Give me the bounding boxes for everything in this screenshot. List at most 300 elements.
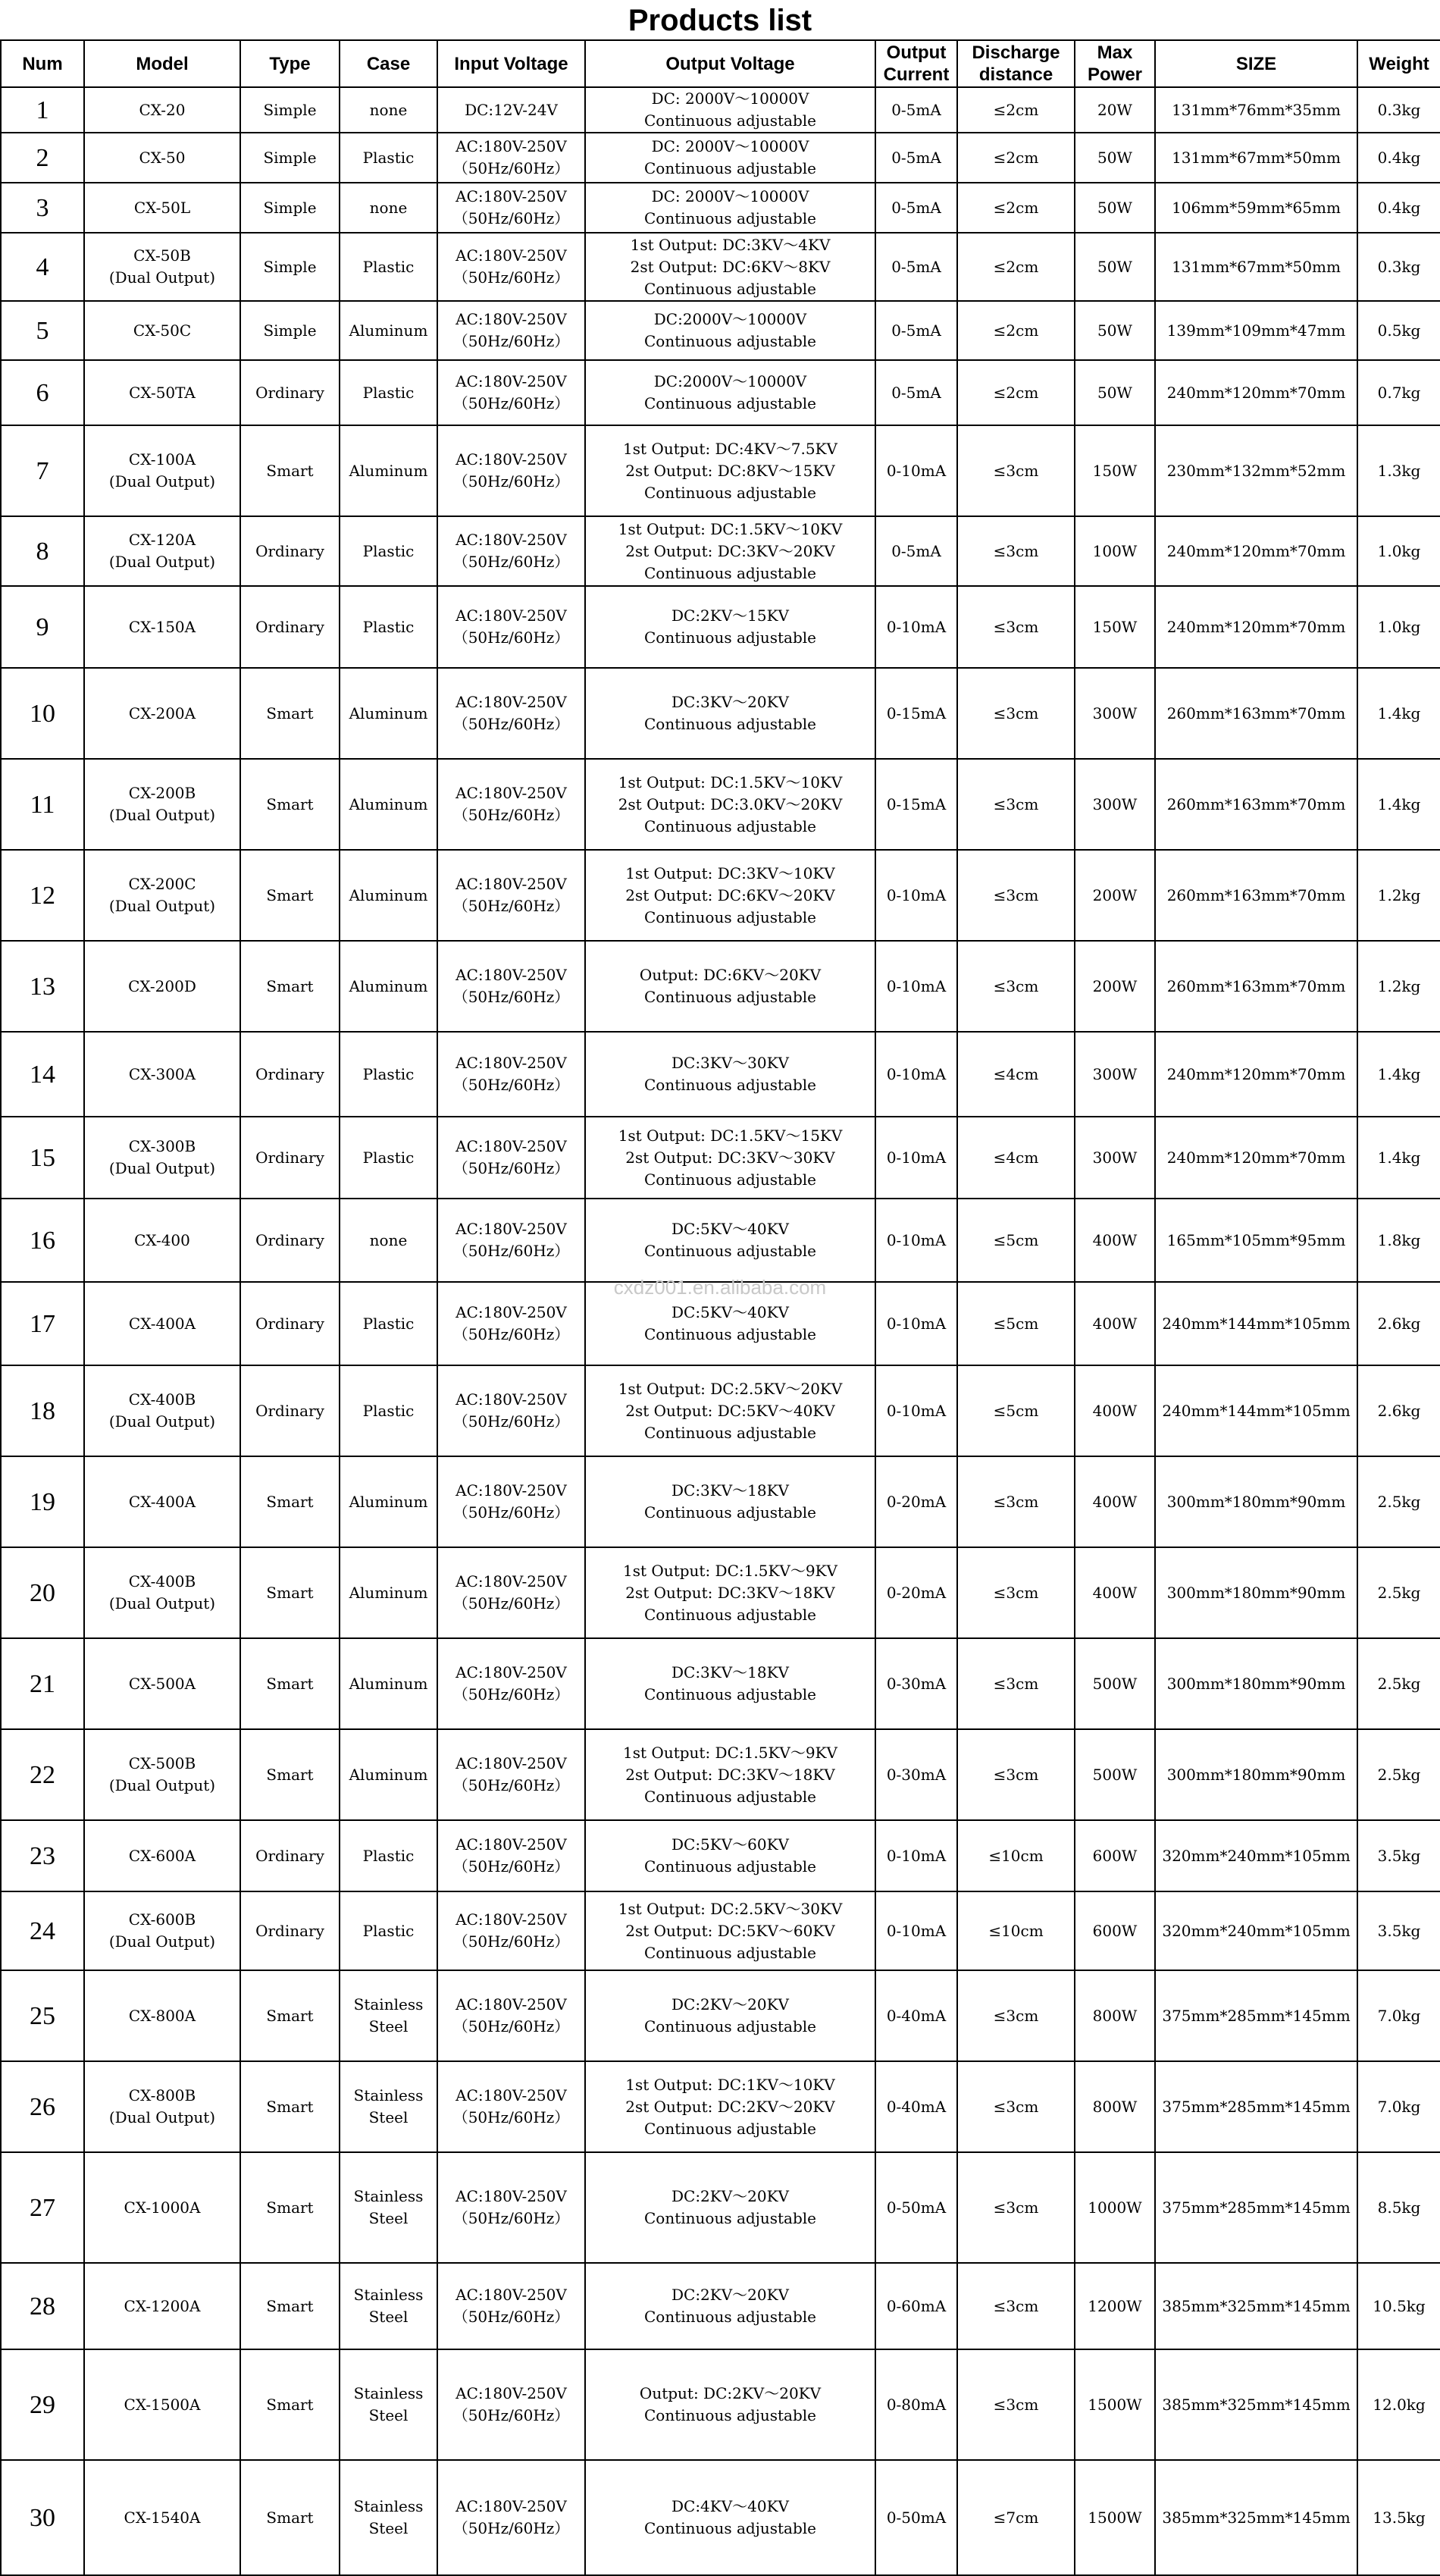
type-cell: Simple [240, 301, 340, 360]
table-row [1, 1032, 1440, 1117]
table-row [1, 2061, 1440, 2152]
num-cell: 18 [1, 1365, 84, 1456]
model-cell: CX-200B (Dual Output) [84, 759, 240, 850]
size-cell: 240mm*120mm*70mm [1155, 360, 1357, 425]
case-cell: none [340, 1199, 437, 1282]
weight-cell: 1.4kg [1357, 1032, 1440, 1117]
output-voltage-cell: 1st Output: DC:1KV～10KV 2st Output: DC:2KV～20KV Continuous adjustable [585, 2061, 875, 2152]
discharge-cell: ≤2cm [957, 301, 1075, 360]
discharge-cell: ≤3cm [957, 1547, 1075, 1638]
type-cell: Simple [240, 133, 340, 183]
output-current-cell: 0-5mA [875, 233, 957, 301]
table-row [1, 2152, 1440, 2263]
weight-cell: 1.4kg [1357, 1117, 1440, 1199]
output-current-cell: 0-10mA [875, 1117, 957, 1199]
case-cell: Aluminum [340, 425, 437, 516]
discharge-cell: ≤10cm [957, 1891, 1075, 1970]
max-power-cell: 600W [1075, 1891, 1155, 1970]
weight-cell: 12.0kg [1357, 2349, 1440, 2460]
output-voltage-cell: 1st Output: DC:1.5KV～9KV 2st Output: DC:3KV～18KV Continuous adjustable [585, 1547, 875, 1638]
output-current-cell: 0-30mA [875, 1638, 957, 1729]
table-row [1, 1891, 1440, 1970]
size-cell: 139mm*109mm*47mm [1155, 301, 1357, 360]
weight-cell: 0.5kg [1357, 301, 1440, 360]
discharge-cell: ≤3cm [957, 1729, 1075, 1820]
num-cell: 23 [1, 1820, 84, 1891]
case-cell: Stainless Steel [340, 2152, 437, 2263]
type-cell: Smart [240, 2349, 340, 2460]
output-current-cell: 0-10mA [875, 1199, 957, 1282]
input-voltage-cell: DC:12V-24V [437, 87, 585, 133]
case-cell: Aluminum [340, 1729, 437, 1820]
max-power-cell: 400W [1075, 1547, 1155, 1638]
max-power-cell: 400W [1075, 1365, 1155, 1456]
model-cell: CX-200C (Dual Output) [84, 850, 240, 941]
weight-cell: 0.4kg [1357, 133, 1440, 183]
weight-cell: 2.5kg [1357, 1456, 1440, 1547]
table-row [1, 668, 1440, 759]
input-voltage-cell: AC:180V-250V （50Hz/60Hz） [437, 1970, 585, 2061]
table-row [1, 2460, 1440, 2575]
discharge-cell: ≤5cm [957, 1365, 1075, 1456]
table-row [1, 1729, 1440, 1820]
header-row [1, 40, 1440, 87]
weight-cell: 1.4kg [1357, 668, 1440, 759]
max-power-cell: 200W [1075, 941, 1155, 1032]
case-cell: Plastic [340, 516, 437, 586]
size-cell: 375mm*285mm*145mm [1155, 1970, 1357, 2061]
discharge-cell: ≤3cm [957, 425, 1075, 516]
num-cell: 12 [1, 850, 84, 941]
output-voltage-cell: 1st Output: DC:1.5KV～9KV 2st Output: DC:3KV～18KV Continuous adjustable [585, 1729, 875, 1820]
page-title: Products list [628, 4, 812, 37]
output-voltage-cell: DC:2KV～20KV Continuous adjustable [585, 2152, 875, 2263]
table-row [1, 1282, 1440, 1365]
table-row [1, 425, 1440, 516]
size-cell: 131mm*67mm*50mm [1155, 133, 1357, 183]
output-current-cell: 0-30mA [875, 1729, 957, 1820]
discharge-cell: ≤3cm [957, 759, 1075, 850]
table-row [1, 1117, 1440, 1199]
num-cell: 9 [1, 586, 84, 668]
output-current-cell: 0-10mA [875, 425, 957, 516]
discharge-cell: ≤7cm [957, 2460, 1075, 2575]
input-voltage-cell: AC:180V-250V （50Hz/60Hz） [437, 2349, 585, 2460]
model-cell: CX-400 [84, 1199, 240, 1282]
case-cell: Plastic [340, 1891, 437, 1970]
output-current-cell: 0-10mA [875, 1820, 957, 1891]
num-cell: 1 [1, 87, 84, 133]
column-header-max-power: Max Power [1075, 40, 1155, 87]
output-voltage-cell: DC:2KV～15KV Continuous adjustable [585, 586, 875, 668]
table-row [1, 2349, 1440, 2460]
type-cell: Smart [240, 425, 340, 516]
model-cell: CX-50B (Dual Output) [84, 233, 240, 301]
input-voltage-cell: AC:180V-250V （50Hz/60Hz） [437, 1117, 585, 1199]
table-row [1, 1365, 1440, 1456]
output-current-cell: 0-5mA [875, 87, 957, 133]
output-current-cell: 0-10mA [875, 850, 957, 941]
discharge-cell: ≤3cm [957, 668, 1075, 759]
case-cell: Aluminum [340, 1456, 437, 1547]
input-voltage-cell: AC:180V-250V （50Hz/60Hz） [437, 850, 585, 941]
num-cell: 24 [1, 1891, 84, 1970]
input-voltage-cell: AC:180V-250V （50Hz/60Hz） [437, 1547, 585, 1638]
output-current-cell: 0-10mA [875, 1032, 957, 1117]
output-voltage-cell: DC:2000V～10000V Continuous adjustable [585, 360, 875, 425]
case-cell: none [340, 183, 437, 233]
case-cell: Plastic [340, 1282, 437, 1365]
input-voltage-cell: AC:180V-250V （50Hz/60Hz） [437, 1820, 585, 1891]
column-header-num: Num [1, 40, 84, 87]
output-voltage-cell: DC:3KV～20KV Continuous adjustable [585, 668, 875, 759]
input-voltage-cell: AC:180V-250V （50Hz/60Hz） [437, 1729, 585, 1820]
num-cell: 27 [1, 2152, 84, 2263]
case-cell: Plastic [340, 133, 437, 183]
type-cell: Smart [240, 1970, 340, 2061]
max-power-cell: 400W [1075, 1456, 1155, 1547]
type-cell: Ordinary [240, 1032, 340, 1117]
model-cell: CX-1000A [84, 2152, 240, 2263]
model-cell: CX-1540A [84, 2460, 240, 2575]
discharge-cell: ≤3cm [957, 516, 1075, 586]
weight-cell: 10.5kg [1357, 2263, 1440, 2349]
output-voltage-cell: DC:5KV～40KV Continuous adjustable [585, 1199, 875, 1282]
input-voltage-cell: AC:180V-250V （50Hz/60Hz） [437, 941, 585, 1032]
max-power-cell: 50W [1075, 133, 1155, 183]
discharge-cell: ≤3cm [957, 586, 1075, 668]
type-cell: Smart [240, 941, 340, 1032]
column-header-case: Case [340, 40, 437, 87]
discharge-cell: ≤3cm [957, 2061, 1075, 2152]
column-header-output-current: Output Current [875, 40, 957, 87]
type-cell: Ordinary [240, 1282, 340, 1365]
size-cell: 240mm*120mm*70mm [1155, 1117, 1357, 1199]
num-cell: 6 [1, 360, 84, 425]
model-cell: CX-300A [84, 1032, 240, 1117]
weight-cell: 7.0kg [1357, 1970, 1440, 2061]
discharge-cell: ≤3cm [957, 2349, 1075, 2460]
input-voltage-cell: AC:180V-250V （50Hz/60Hz） [437, 301, 585, 360]
input-voltage-cell: AC:180V-250V （50Hz/60Hz） [437, 1456, 585, 1547]
output-current-cell: 0-50mA [875, 2152, 957, 2263]
case-cell: Plastic [340, 586, 437, 668]
size-cell: 375mm*285mm*145mm [1155, 2061, 1357, 2152]
column-header-size: SIZE [1155, 40, 1357, 87]
model-cell: CX-20 [84, 87, 240, 133]
input-voltage-cell: AC:180V-250V （50Hz/60Hz） [437, 1199, 585, 1282]
output-voltage-cell: DC: 2000V～10000V Continuous adjustable [585, 133, 875, 183]
model-cell: CX-50L [84, 183, 240, 233]
output-voltage-cell: 1st Output: DC:2.5KV～20KV 2st Output: DC:5KV～40KV Continuous adjustable [585, 1365, 875, 1456]
table-row [1, 301, 1440, 360]
max-power-cell: 150W [1075, 586, 1155, 668]
output-voltage-cell: DC:5KV～60KV Continuous adjustable [585, 1820, 875, 1891]
size-cell: 260mm*163mm*70mm [1155, 850, 1357, 941]
num-cell: 3 [1, 183, 84, 233]
column-header-input-voltage: Input Voltage [437, 40, 585, 87]
max-power-cell: 400W [1075, 1199, 1155, 1282]
model-cell: CX-150A [84, 586, 240, 668]
size-cell: 131mm*67mm*50mm [1155, 233, 1357, 301]
size-cell: 240mm*120mm*70mm [1155, 516, 1357, 586]
output-voltage-cell: DC: 2000V～10000V Continuous adjustable [585, 183, 875, 233]
num-cell: 16 [1, 1199, 84, 1282]
type-cell: Smart [240, 1729, 340, 1820]
num-cell: 25 [1, 1970, 84, 2061]
table-row [1, 941, 1440, 1032]
output-current-cell: 0-10mA [875, 1282, 957, 1365]
case-cell: Plastic [340, 360, 437, 425]
input-voltage-cell: AC:180V-250V （50Hz/60Hz） [437, 233, 585, 301]
output-current-cell: 0-10mA [875, 1891, 957, 1970]
table-row [1, 233, 1440, 301]
model-cell: CX-600A [84, 1820, 240, 1891]
size-cell: 106mm*59mm*65mm [1155, 183, 1357, 233]
max-power-cell: 600W [1075, 1820, 1155, 1891]
output-voltage-cell: DC:5KV～40KV Continuous adjustable [585, 1282, 875, 1365]
input-voltage-cell: AC:180V-250V （50Hz/60Hz） [437, 2460, 585, 2575]
case-cell: Plastic [340, 1820, 437, 1891]
type-cell: Ordinary [240, 360, 340, 425]
num-cell: 29 [1, 2349, 84, 2460]
discharge-cell: ≤3cm [957, 1638, 1075, 1729]
column-header-weight: Weight [1357, 40, 1440, 87]
type-cell: Smart [240, 2263, 340, 2349]
model-cell: CX-500A [84, 1638, 240, 1729]
case-cell: Stainless Steel [340, 2460, 437, 2575]
discharge-cell: ≤3cm [957, 941, 1075, 1032]
output-current-cell: 0-20mA [875, 1547, 957, 1638]
model-cell: CX-100A (Dual Output) [84, 425, 240, 516]
weight-cell: 0.3kg [1357, 87, 1440, 133]
output-current-cell: 0-50mA [875, 2460, 957, 2575]
column-header-model: Model [84, 40, 240, 87]
case-cell: Aluminum [340, 301, 437, 360]
column-header-discharge-distance: Discharge distance [957, 40, 1075, 87]
size-cell: 300mm*180mm*90mm [1155, 1729, 1357, 1820]
size-cell: 375mm*285mm*145mm [1155, 2152, 1357, 2263]
num-cell: 30 [1, 2460, 84, 2575]
type-cell: Smart [240, 759, 340, 850]
column-header-type: Type [240, 40, 340, 87]
input-voltage-cell: AC:180V-250V （50Hz/60Hz） [437, 1282, 585, 1365]
type-cell: Ordinary [240, 586, 340, 668]
input-voltage-cell: AC:180V-250V （50Hz/60Hz） [437, 2263, 585, 2349]
case-cell: Plastic [340, 233, 437, 301]
type-cell: Smart [240, 2061, 340, 2152]
discharge-cell: ≤5cm [957, 1282, 1075, 1365]
output-current-cell: 0-40mA [875, 1970, 957, 2061]
output-voltage-cell: 1st Output: DC:4KV～7.5KV 2st Output: DC:8KV～15KV Continuous adjustable [585, 425, 875, 516]
type-cell: Ordinary [240, 1117, 340, 1199]
num-cell: 4 [1, 233, 84, 301]
case-cell: Aluminum [340, 941, 437, 1032]
output-current-cell: 0-10mA [875, 941, 957, 1032]
column-header-output-voltage: Output Voltage [585, 40, 875, 87]
num-cell: 5 [1, 301, 84, 360]
type-cell: Smart [240, 1456, 340, 1547]
case-cell: Stainless Steel [340, 2263, 437, 2349]
num-cell: 7 [1, 425, 84, 516]
discharge-cell: ≤3cm [957, 850, 1075, 941]
table-row [1, 1638, 1440, 1729]
output-voltage-cell: 1st Output: DC:1.5KV～10KV 2st Output: DC:3.0KV～20KV Continuous adjustable [585, 759, 875, 850]
case-cell: Stainless Steel [340, 2349, 437, 2460]
model-cell: CX-1500A [84, 2349, 240, 2460]
table-row [1, 1970, 1440, 2061]
output-voltage-cell: Output: DC:6KV～20KV Continuous adjustable [585, 941, 875, 1032]
table-row [1, 87, 1440, 133]
input-voltage-cell: AC:180V-250V （50Hz/60Hz） [437, 133, 585, 183]
products-table [0, 39, 1440, 2576]
type-cell: Simple [240, 183, 340, 233]
max-power-cell: 50W [1075, 183, 1155, 233]
table-row [1, 850, 1440, 941]
size-cell: 260mm*163mm*70mm [1155, 759, 1357, 850]
output-voltage-cell: DC:3KV～18KV Continuous adjustable [585, 1456, 875, 1547]
table-row [1, 2263, 1440, 2349]
output-voltage-cell: DC:2KV～20KV Continuous adjustable [585, 1970, 875, 2061]
case-cell: Plastic [340, 1032, 437, 1117]
table-row [1, 360, 1440, 425]
output-voltage-cell: DC: 2000V～10000V Continuous adjustable [585, 87, 875, 133]
size-cell: 260mm*163mm*70mm [1155, 941, 1357, 1032]
table-row [1, 759, 1440, 850]
output-voltage-cell: DC:2KV～20KV Continuous adjustable [585, 2263, 875, 2349]
type-cell: Smart [240, 1638, 340, 1729]
max-power-cell: 300W [1075, 1032, 1155, 1117]
case-cell: Plastic [340, 1365, 437, 1456]
case-cell: Stainless Steel [340, 2061, 437, 2152]
output-voltage-cell: Output: DC:2KV～20KV Continuous adjustable [585, 2349, 875, 2460]
size-cell: 240mm*144mm*105mm [1155, 1282, 1357, 1365]
discharge-cell: ≤2cm [957, 87, 1075, 133]
model-cell: CX-50 [84, 133, 240, 183]
max-power-cell: 50W [1075, 301, 1155, 360]
watermark: cxdz001.en.alibaba.com [613, 1276, 827, 1299]
case-cell: Aluminum [340, 1547, 437, 1638]
size-cell: 165mm*105mm*95mm [1155, 1199, 1357, 1282]
max-power-cell: 1200W [1075, 2263, 1155, 2349]
max-power-cell: 200W [1075, 850, 1155, 941]
case-cell: Aluminum [340, 668, 437, 759]
output-current-cell: 0-5mA [875, 301, 957, 360]
max-power-cell: 800W [1075, 2061, 1155, 2152]
max-power-cell: 500W [1075, 1638, 1155, 1729]
input-voltage-cell: AC:180V-250V （50Hz/60Hz） [437, 759, 585, 850]
max-power-cell: 1500W [1075, 2349, 1155, 2460]
weight-cell: 2.6kg [1357, 1282, 1440, 1365]
discharge-cell: ≤2cm [957, 133, 1075, 183]
model-cell: CX-1200A [84, 2263, 240, 2349]
model-cell: CX-400B (Dual Output) [84, 1547, 240, 1638]
type-cell: Smart [240, 2460, 340, 2575]
discharge-cell: ≤4cm [957, 1117, 1075, 1199]
input-voltage-cell: AC:180V-250V （50Hz/60Hz） [437, 2152, 585, 2263]
case-cell: Aluminum [340, 1638, 437, 1729]
weight-cell: 7.0kg [1357, 2061, 1440, 2152]
discharge-cell: ≤5cm [957, 1199, 1075, 1282]
model-cell: CX-200D [84, 941, 240, 1032]
weight-cell: 1.4kg [1357, 759, 1440, 850]
output-voltage-cell: DC:4KV～40KV Continuous adjustable [585, 2460, 875, 2575]
type-cell: Smart [240, 1547, 340, 1638]
size-cell: 240mm*144mm*105mm [1155, 1365, 1357, 1456]
model-cell: CX-800A [84, 1970, 240, 2061]
output-current-cell: 0-10mA [875, 586, 957, 668]
model-cell: CX-200A [84, 668, 240, 759]
weight-cell: 0.7kg [1357, 360, 1440, 425]
num-cell: 17 [1, 1282, 84, 1365]
discharge-cell: ≤3cm [957, 2152, 1075, 2263]
num-cell: 15 [1, 1117, 84, 1199]
max-power-cell: 500W [1075, 1729, 1155, 1820]
size-cell: 131mm*76mm*35mm [1155, 87, 1357, 133]
size-cell: 385mm*325mm*145mm [1155, 2460, 1357, 2575]
case-cell: Stainless Steel [340, 1970, 437, 2061]
input-voltage-cell: AC:180V-250V （50Hz/60Hz） [437, 586, 585, 668]
input-voltage-cell: AC:180V-250V （50Hz/60Hz） [437, 2061, 585, 2152]
input-voltage-cell: AC:180V-250V （50Hz/60Hz） [437, 516, 585, 586]
type-cell: Ordinary [240, 1199, 340, 1282]
max-power-cell: 400W [1075, 1282, 1155, 1365]
input-voltage-cell: AC:180V-250V （50Hz/60Hz） [437, 1891, 585, 1970]
model-cell: CX-50TA [84, 360, 240, 425]
output-current-cell: 0-80mA [875, 2349, 957, 2460]
case-cell: none [340, 87, 437, 133]
input-voltage-cell: AC:180V-250V （50Hz/60Hz） [437, 360, 585, 425]
weight-cell: 1.0kg [1357, 586, 1440, 668]
num-cell: 11 [1, 759, 84, 850]
weight-cell: 13.5kg [1357, 2460, 1440, 2575]
max-power-cell: 800W [1075, 1970, 1155, 2061]
size-cell: 300mm*180mm*90mm [1155, 1638, 1357, 1729]
weight-cell: 0.3kg [1357, 233, 1440, 301]
table-row [1, 1456, 1440, 1547]
model-cell: CX-300B (Dual Output) [84, 1117, 240, 1199]
type-cell: Simple [240, 87, 340, 133]
weight-cell: 0.4kg [1357, 183, 1440, 233]
num-cell: 20 [1, 1547, 84, 1638]
num-cell: 13 [1, 941, 84, 1032]
output-voltage-cell: DC:3KV～30KV Continuous adjustable [585, 1032, 875, 1117]
output-current-cell: 0-5mA [875, 133, 957, 183]
size-cell: 240mm*120mm*70mm [1155, 586, 1357, 668]
num-cell: 2 [1, 133, 84, 183]
weight-cell: 8.5kg [1357, 2152, 1440, 2263]
discharge-cell: ≤2cm [957, 183, 1075, 233]
weight-cell: 2.6kg [1357, 1365, 1440, 1456]
weight-cell: 1.2kg [1357, 941, 1440, 1032]
table-row [1, 133, 1440, 183]
max-power-cell: 50W [1075, 233, 1155, 301]
type-cell: Ordinary [240, 1891, 340, 1970]
output-voltage-cell: DC:2000V～10000V Continuous adjustable [585, 301, 875, 360]
output-current-cell: 0-60mA [875, 2263, 957, 2349]
num-cell: 10 [1, 668, 84, 759]
weight-cell: 1.2kg [1357, 850, 1440, 941]
output-current-cell: 0-40mA [875, 2061, 957, 2152]
table-row [1, 516, 1440, 586]
max-power-cell: 300W [1075, 759, 1155, 850]
max-power-cell: 300W [1075, 668, 1155, 759]
weight-cell: 3.5kg [1357, 1820, 1440, 1891]
max-power-cell: 100W [1075, 516, 1155, 586]
weight-cell: 1.0kg [1357, 516, 1440, 586]
num-cell: 14 [1, 1032, 84, 1117]
weight-cell: 2.5kg [1357, 1638, 1440, 1729]
